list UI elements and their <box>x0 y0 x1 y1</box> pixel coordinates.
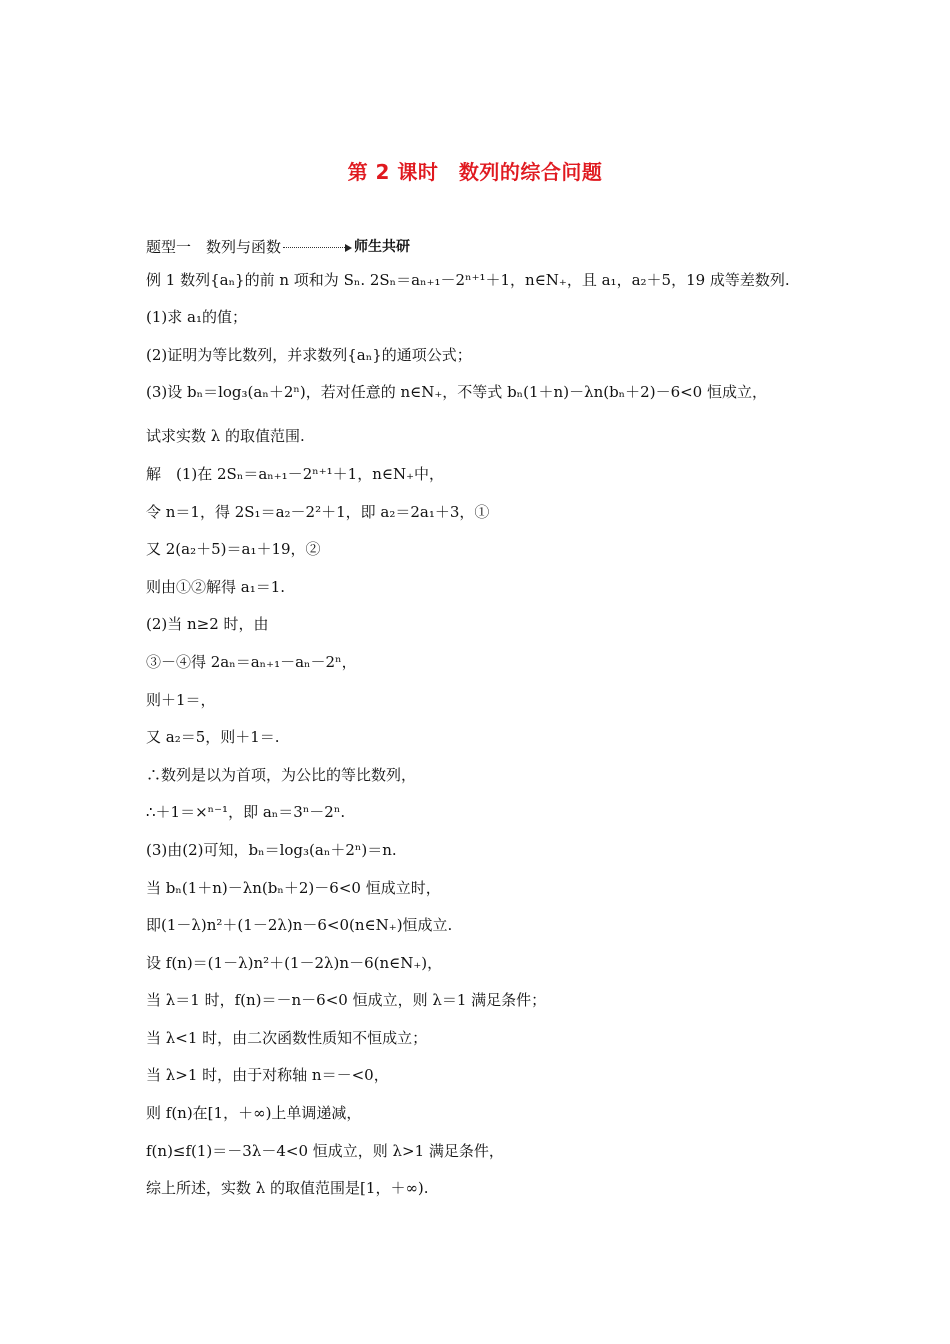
solution-line: (3)由(2)可知，bₙ＝log₃(aₙ＋2ⁿ)＝n. <box>146 840 397 859</box>
solution-line: 综上所述，实数 λ 的取值范围是[1，＋∞). <box>146 1179 429 1198</box>
solution-line: 当 λ＝1 时，f(n)＝－n－6<0 恒成立，则 λ＝1 满足条件； <box>146 991 547 1010</box>
question-3-cont: 试求实数 λ 的取值范围. <box>146 427 305 446</box>
arrow-head-icon <box>345 244 352 252</box>
question-1: (1)求 a₁的值； <box>146 308 247 327</box>
example-statement: 例 1 数列{aₙ}的前 n 项和为 Sₙ. 2Sₙ＝aₙ₊₁－2ⁿ⁺¹＋1，n∈N₊，且 a₁，a₂＋5，19 成等差数列. <box>146 270 790 289</box>
solution-line: 设 f(n)＝(1－λ)n²＋(1－2λ)n－6(n∈N₊)， <box>146 953 443 972</box>
solution-line: 当 λ>1 时，由于对称轴 n＝－<0， <box>146 1066 389 1085</box>
solution-line: 当 λ<1 时，由二次函数性质知不恒成立； <box>146 1028 428 1047</box>
solution-line: ∴＋1＝×ⁿ⁻¹，即 aₙ＝3ⁿ－2ⁿ. <box>146 803 346 822</box>
page-title: 第 2 课时 数列的综合问题 <box>347 160 603 184</box>
solution-line: 则 f(n)在[1，＋∞)上单调递减， <box>146 1104 362 1123</box>
solution-line: f(n)≤f(1)＝－3λ－4<0 恒成立，则 λ>1 满足条件， <box>146 1141 504 1160</box>
solution-line: 当 bₙ(1＋n)－λn(bₙ＋2)－6<0 恒成立时， <box>146 878 441 897</box>
question-2: (2)证明为等比数列，并求数列{aₙ}的通项公式； <box>146 345 472 364</box>
solution-line: (2)当 n≥2 时，由 <box>146 615 269 634</box>
solution-line: 则＋1＝， <box>146 690 216 709</box>
question-3: (3)设 bₙ＝log₃(aₙ＋2ⁿ)，若对任意的 n∈N₊，不等式 bₙ(1＋n)－λn(bₙ＋2)－6<0 恒成立， <box>146 383 767 402</box>
solution-line: 令 n＝1，得 2S₁＝a₂－2²＋1，即 a₂＝2a₁＋3，① <box>146 502 490 521</box>
solution-line: ∴数列是以为首项，为公比的等比数列， <box>146 765 417 784</box>
solution-line: 解 (1)在 2Sₙ＝aₙ₊₁－2ⁿ⁺¹＋1，n∈N₊中， <box>146 464 445 483</box>
solution-line: 则由①②解得 a₁＝1. <box>146 577 286 596</box>
section-label: 题型一 数列与函数 <box>146 237 282 256</box>
document-body <box>146 228 826 1212</box>
solution-line: 即(1－λ)n²＋(1－2λ)n－6<0(n∈N₊)恒成立. <box>146 916 453 935</box>
solution-line: 又 a₂＝5，则＋1＝. <box>146 728 280 747</box>
dotted-arrow-icon <box>283 247 345 248</box>
solution-line: ③－④得 2aₙ＝aₙ₊₁－aₙ－2ⁿ， <box>146 652 357 671</box>
section-badge: 师生共研 <box>354 238 411 255</box>
solution-line: 又 2(a₂＋5)＝a₁＋19，② <box>146 540 321 559</box>
section-heading <box>146 228 826 266</box>
